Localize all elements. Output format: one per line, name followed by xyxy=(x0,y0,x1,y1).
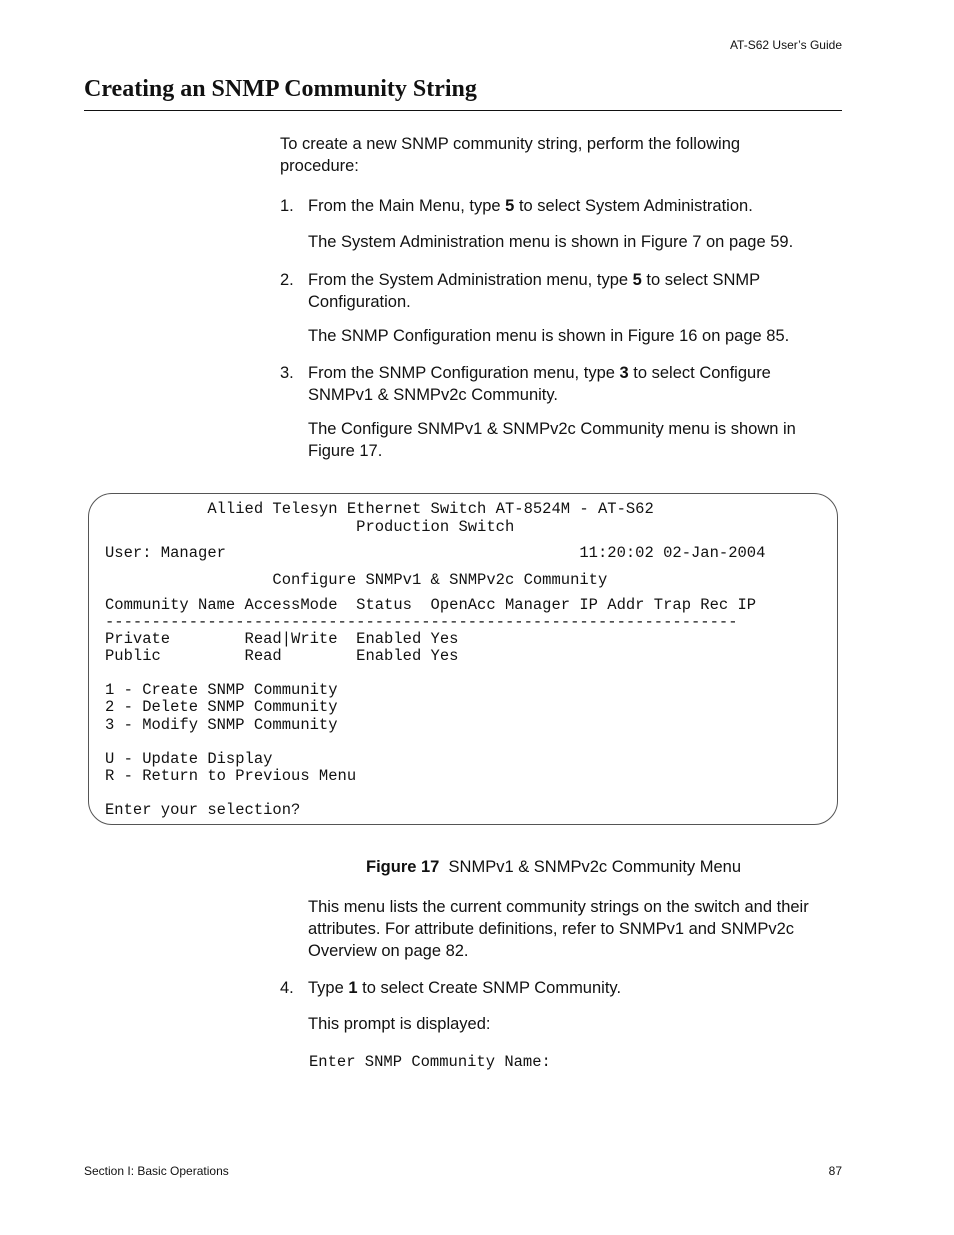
step-1-number: 1. xyxy=(280,197,294,215)
step-2-number: 2. xyxy=(280,271,294,289)
step-2-key: 5 xyxy=(632,271,642,289)
terminal-line: 2 - Delete SNMP Community xyxy=(105,698,338,716)
terminal-line: Community Name AccessMode Status OpenAcc Manager IP Addr Trap Rec IP xyxy=(105,596,757,614)
step-2-note: The SNMP Configuration menu is shown in Figure 16 on page 85. xyxy=(308,327,790,345)
terminal-line: Configure SNMPv1 & SNMPv2c Community xyxy=(105,571,608,589)
step-3-number: 3. xyxy=(280,364,294,382)
title-rule xyxy=(84,110,842,111)
community-name-prompt: Enter SNMP Community Name: xyxy=(309,1053,551,1071)
terminal-line: 3 - Modify SNMP Community xyxy=(105,716,338,734)
terminal-line: R - Return to Previous Menu xyxy=(105,767,357,785)
step-3-key: 3 xyxy=(619,364,629,382)
terminal-line: Private Read|Write Enabled Yes xyxy=(105,630,459,648)
intro-paragraph: To create a new SNMP community string, perform the following procedure: xyxy=(280,135,741,175)
step-1-key: 5 xyxy=(505,197,515,215)
running-header: AT-S62 User’s Guide xyxy=(729,38,842,52)
step-4-key: 1 xyxy=(348,979,358,997)
terminal-line: U - Update Display xyxy=(105,750,273,768)
terminal-line: -------------------------------------------------------------------- xyxy=(105,613,738,631)
after-figure-paragraph: This menu lists the current community strings on the switch and their attributes. For attribute definitions, refer to SNMPv1 and SNMPv2c Overview on page 82. xyxy=(308,898,809,960)
figure-caption: Figure 17 SNMPv1 & SNMPv2c Community Menu xyxy=(366,858,742,876)
terminal-line: Allied Telesyn Ethernet Switch AT-8524M - AT-S62 xyxy=(105,500,654,518)
terminal-line: 1 - Create SNMP Community xyxy=(105,681,338,699)
step-4-text: Type 1 to select Create SNMP Community. xyxy=(308,979,622,997)
step-1-text: From the Main Menu, type 5 to select System Administration. xyxy=(308,197,753,215)
footer-page-number: 87 xyxy=(828,1164,842,1178)
terminal-line: Production Switch xyxy=(105,518,515,536)
step-3-note: The Configure SNMPv1 & SNMPv2c Community menu is shown in Figure 17. xyxy=(308,420,796,460)
step-1-note: The System Administration menu is shown in Figure 7 on page 59. xyxy=(308,233,794,251)
terminal-line: User: Manager 11:20:02 02-Jan-2004 xyxy=(105,544,766,562)
terminal-line: Public Read Enabled Yes xyxy=(105,647,459,665)
section-title: Creating an SNMP Community String xyxy=(84,76,477,102)
step-2-text: From the System Administration menu, type 5 to select SNMP Configuration. xyxy=(308,271,760,311)
step-4-number: 4. xyxy=(280,979,294,997)
step-3-text: From the SNMP Configuration menu, type 3 to select Configure SNMPv1 & SNMPv2c Community. xyxy=(308,364,771,404)
footer-section: Section I: Basic Operations xyxy=(84,1164,229,1178)
terminal-line: Enter your selection? xyxy=(105,801,301,819)
figure-label: Figure 17 xyxy=(366,858,440,876)
step-4-note: This prompt is displayed: xyxy=(308,1015,491,1033)
